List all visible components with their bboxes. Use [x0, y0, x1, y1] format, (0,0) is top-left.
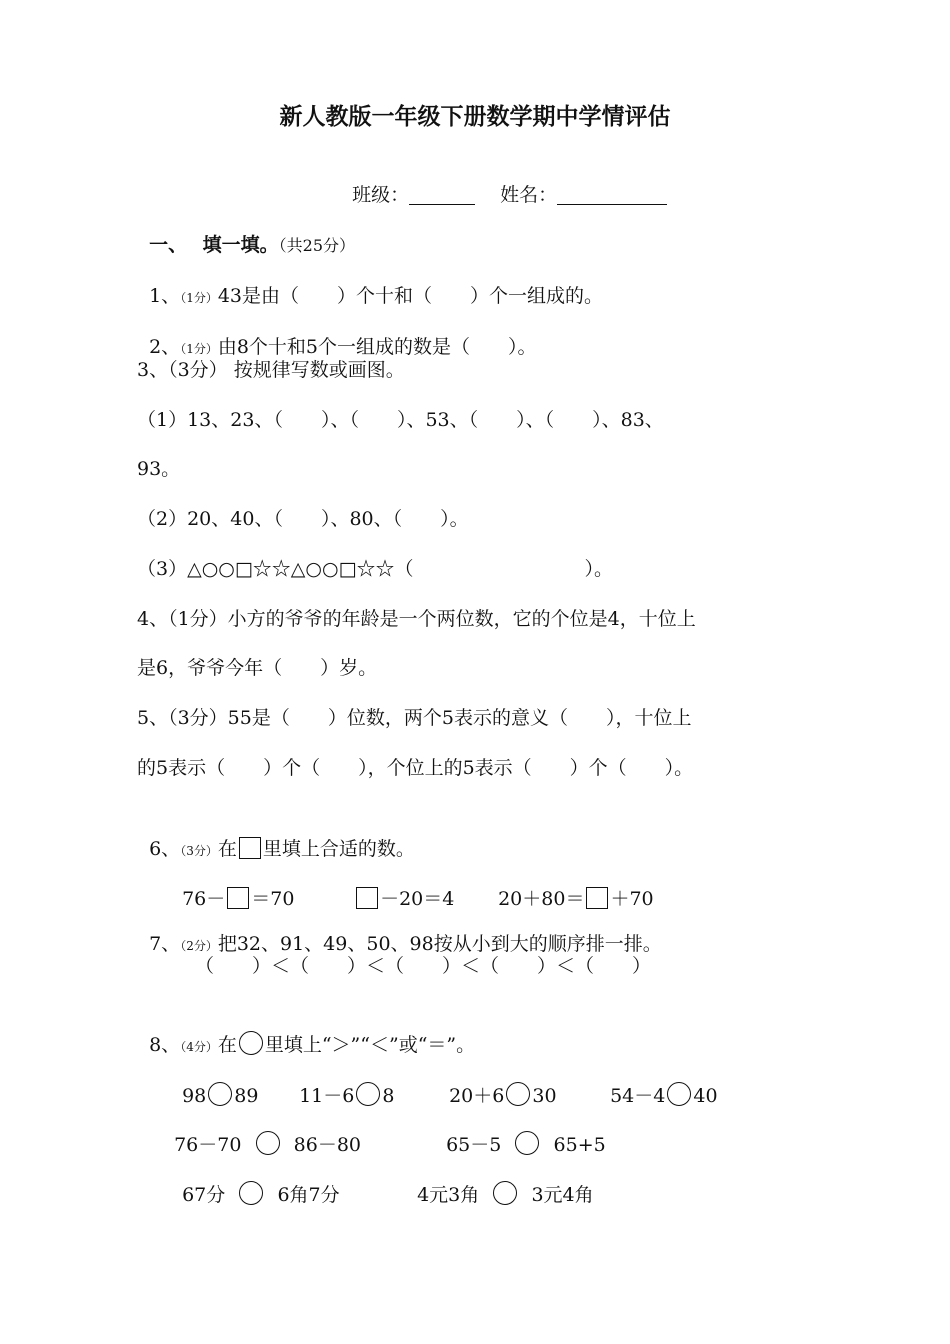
q8-left: 65－5	[446, 1134, 502, 1156]
question-8	[137, 1005, 475, 1060]
q6-e3-right: ＋70	[610, 888, 654, 910]
question-4-line-2: 是6，爷爷今年（ ）岁。	[137, 657, 378, 679]
circle-icon	[239, 1031, 263, 1055]
q6-e2-right: －20＝4	[380, 888, 455, 910]
question-3-part-3: （3）△○○□☆☆△○○□☆☆（ ）。	[137, 558, 614, 580]
q8-right: 6角7分	[277, 1184, 340, 1206]
q6-post: 里填上合适的数。	[262, 838, 415, 860]
q8-right: 86－80	[293, 1134, 361, 1156]
q7-number: 7、	[149, 933, 181, 955]
compare-circle[interactable]	[493, 1181, 517, 1205]
q8-left: 54－4	[610, 1085, 666, 1107]
q6-e3-left: 20＋80＝	[498, 888, 585, 910]
q8-left: 11－6	[299, 1085, 355, 1107]
q6-e1-left: 76－	[182, 888, 226, 910]
question-7	[137, 905, 662, 959]
q8-left: 4元3角	[417, 1184, 480, 1206]
q8-item	[437, 1056, 557, 1109]
q8-right: 40	[693, 1085, 718, 1107]
page-title: 新人教版一年级下册数学期中学情评估	[279, 103, 671, 130]
question-5-line-1: 5、（3分）55是（ ）位数，两个5表示的意义（ ），十位上	[137, 707, 692, 729]
q8-right: 65+5	[553, 1134, 606, 1156]
q8-pre: 在	[217, 1034, 237, 1056]
q2-score: （1分）	[180, 342, 218, 356]
question-3-part-2: （2）20、40、（ ）、80、（ ）。	[137, 508, 469, 530]
section-score: （共25分）	[278, 236, 356, 255]
q8-item	[162, 1105, 361, 1158]
section-title: 填一填。	[202, 234, 279, 256]
q8-left: 20＋6	[449, 1085, 505, 1107]
square-box-icon	[239, 837, 261, 859]
q8-item	[170, 1056, 258, 1109]
compare-circle[interactable]	[239, 1181, 263, 1205]
q1-number: 1、	[149, 285, 181, 307]
q7-order-line: （ ）＜（ ）＜（ ）＜（ ）＜（ ）	[195, 955, 652, 977]
q8-right: 89	[234, 1085, 259, 1107]
compare-circle[interactable]	[506, 1082, 530, 1106]
section-1-heading	[137, 206, 355, 259]
q8-left: 67分	[182, 1184, 226, 1206]
q8-right: 30	[532, 1085, 557, 1107]
q8-post: 里填上“＞”“＜”或“＝”。	[264, 1034, 476, 1056]
compare-circle[interactable]	[208, 1082, 232, 1106]
class-blank[interactable]	[409, 184, 475, 205]
q8-number: 8、	[149, 1034, 181, 1056]
q6-pre: 在	[217, 838, 237, 860]
question-1	[137, 257, 603, 311]
q6-number: 6、	[149, 838, 181, 860]
q1-score: （1分）	[180, 291, 218, 305]
q8-item	[434, 1105, 606, 1158]
q7-score: （2分）	[180, 939, 218, 953]
q8-item	[598, 1056, 718, 1109]
compare-circle[interactable]	[256, 1131, 280, 1155]
compare-circle[interactable]	[667, 1082, 691, 1106]
q6-score: （3分）	[180, 844, 218, 858]
q8-item	[287, 1056, 394, 1109]
question-3-part-1-cont: 93。	[137, 458, 181, 480]
name-label: 姓名：	[500, 184, 558, 206]
q8-left: 76－70	[174, 1134, 242, 1156]
q8-right: 3元4角	[531, 1184, 594, 1206]
question-3-part-1: （1）13、23、（ ）、（ ）、53、（ ）、（ ）、83、	[137, 409, 664, 431]
question-2	[137, 308, 537, 362]
q2-number: 2、	[149, 336, 181, 358]
student-info	[340, 156, 667, 208]
q8-item	[405, 1155, 594, 1208]
q8-right: 8	[382, 1085, 395, 1107]
compare-circle[interactable]	[356, 1082, 380, 1106]
q6-e1-right: ＝70	[251, 888, 295, 910]
q7-text: 把32、91、49、50、98按从小到大的顺序排一排。	[217, 933, 662, 955]
q8-item	[170, 1155, 340, 1208]
class-label: 班级：	[352, 184, 410, 206]
name-blank[interactable]	[557, 184, 667, 205]
question-5-line-2: 的5表示（ ）个（ ），个位上的5表示（ ）个（ ）。	[137, 757, 694, 779]
q2-text: 由8个十和5个一组成的数是（ ）。	[217, 336, 537, 358]
question-4-line-1: 4、（1分）小方的爷爷的年龄是一个两位数，它的个位是4，十位上	[137, 608, 696, 630]
q1-text: 43是由（ ）个十和（ ）个一组成的。	[217, 285, 604, 307]
q8-score: （4分）	[180, 1040, 218, 1054]
q8-left: 98	[182, 1085, 207, 1107]
compare-circle[interactable]	[515, 1131, 539, 1155]
question-6	[137, 810, 415, 864]
section-number: 一、	[149, 234, 178, 256]
question-3-head: 3、（3分） 按规律写数或画图。	[137, 359, 405, 381]
